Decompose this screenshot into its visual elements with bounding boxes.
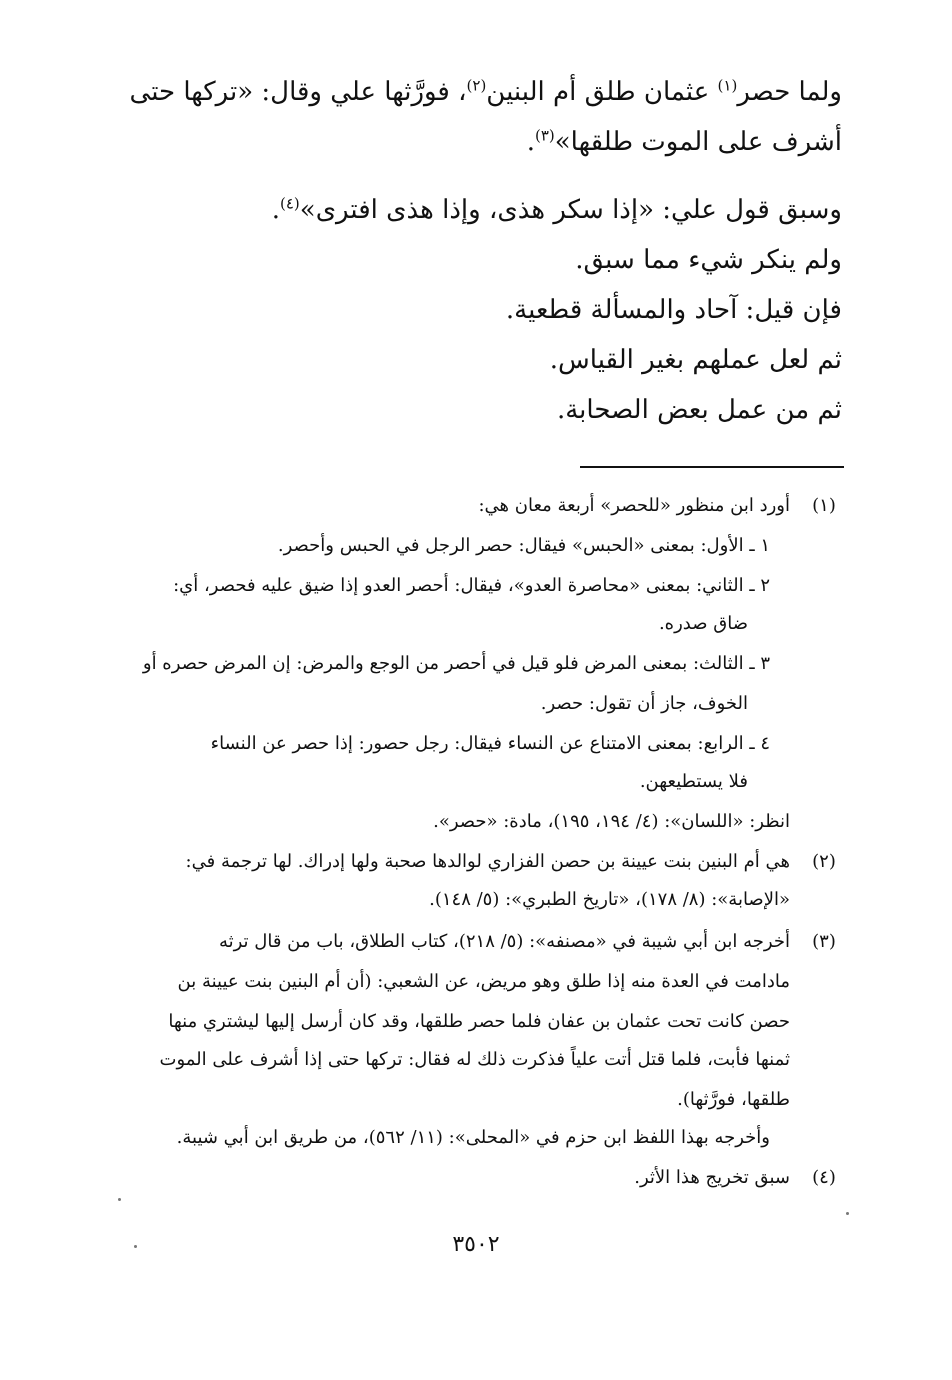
main-line-4: ولم ينكر شيء مما سبق.: [575, 245, 842, 275]
footnote-text: فلا يستطيعهن.: [639, 771, 748, 792]
main-line-1: ولما حصر$^{(١)}$ عثمان طلق أم البنين$^{(٢)}$، فورَّثها علي وقال: «تركها حتى: [129, 76, 842, 107]
footnote-text: أخرجه ابن أبي شيبة في «مصنفه»: (٥/ ٢١٨)، كتاب الطلاق، باب من قال ترثه: [218, 931, 790, 952]
footnote-text: ٤ ـ الرابع: بمعنى الامتناع عن النساء فيقال: رجل حصور: إذا حصر عن النساء: [210, 733, 770, 754]
footnote-text: وأخرجه بهذا اللفظ ابن حزم في «المحلى»: (١١/ ٥٦٢)، من طريق ابن أبي شيبة.: [176, 1127, 770, 1148]
main-line-2: أشرف على الموت طلقها»$^{(٣)}$.: [526, 126, 842, 157]
main-line-6: ثم لعل عملهم بغير القياس.: [549, 345, 842, 375]
footnote-text: ٣ ـ الثالث: بمعنى المرض فلو قيل في أحصر من الوجع والمرض: إن المرض حصره أو: [142, 653, 770, 674]
scan-speck: [134, 1245, 137, 1248]
footnote-ref-2: (٢): [466, 76, 487, 95]
main-line-3: وسبق قول علي: «إذا سكر هذى، وإذا هذى افترى»$^{(٤)}$.: [271, 194, 842, 225]
footnote-text: طلقها، فورَّثها).: [677, 1089, 790, 1110]
footnote-text: مادامت في العدة منه إذا طلق وهو مريض، عن الشعبي: (أن أم البنين بنت عيينة بن: [177, 971, 790, 992]
footnote-text: «الإصابة»: (٨/ ١٧٨)، «تاريخ الطبري»: (٥/ ١٤٨).: [429, 889, 790, 910]
footnote-text: ضاق صدره.: [658, 613, 748, 634]
page-number: ٣٥٠٢: [452, 1232, 500, 1257]
main-line-7: ثم من عمل بعض الصحابة.: [556, 395, 842, 425]
footnote-text: سبق تخريج هذا الأثر.: [634, 1167, 790, 1188]
main-line-5: فإن قيل: آحاد والمسألة قطعية.: [505, 295, 842, 325]
scan-speck: [846, 1212, 849, 1215]
footnote-number: (٢): [812, 851, 836, 872]
footnote-number: (٤): [812, 1167, 836, 1188]
footnote-text: الخوف، جاز أن تقول: حصر.: [540, 693, 748, 714]
footnote-number: (١): [812, 495, 836, 516]
footnote-number: (٣): [812, 931, 836, 952]
footnote-text: انظر: «اللسان»: (٤/ ١٩٤، ١٩٥)، مادة: «حصر».: [433, 811, 790, 832]
footnote-text: حصن كانت تحت عثمان بن عفان فلما حصر طلقها، وقد كان أرسل إليها ليشتري منها: [168, 1011, 790, 1032]
footnote-text: أورد ابن منظور «للحصر» أربعة معان هي:: [478, 495, 790, 516]
footnote-ref-4: (٤): [280, 194, 300, 213]
footnote-separator: [580, 466, 844, 468]
footnote-text: هي أم البنين بنت عيينة بن حصن الفزاري لوالدها صحبة ولها إدراك. لها ترجمة في:: [185, 851, 790, 872]
footnote-text: ثمنها فأبت، فلما قتل أتت علياً فذكرت ذلك له فقال: تركها حتى إذا أشرف على الموت: [159, 1049, 790, 1070]
footnote-ref-3: (٣): [534, 126, 555, 145]
scan-speck: [118, 1198, 121, 1201]
footnote-text: ١ ـ الأول: بمعنى «الحبس» فيقال: حصر الرجل في الحبس وأحصر.: [277, 535, 770, 556]
footnote-ref-1: (١): [717, 76, 738, 95]
footnote-text: ٢ ـ الثاني: بمعنى «محاصرة العدو»، فيقال: أحصر العدو إذا ضيق عليه فحصر، أي:: [173, 575, 770, 596]
